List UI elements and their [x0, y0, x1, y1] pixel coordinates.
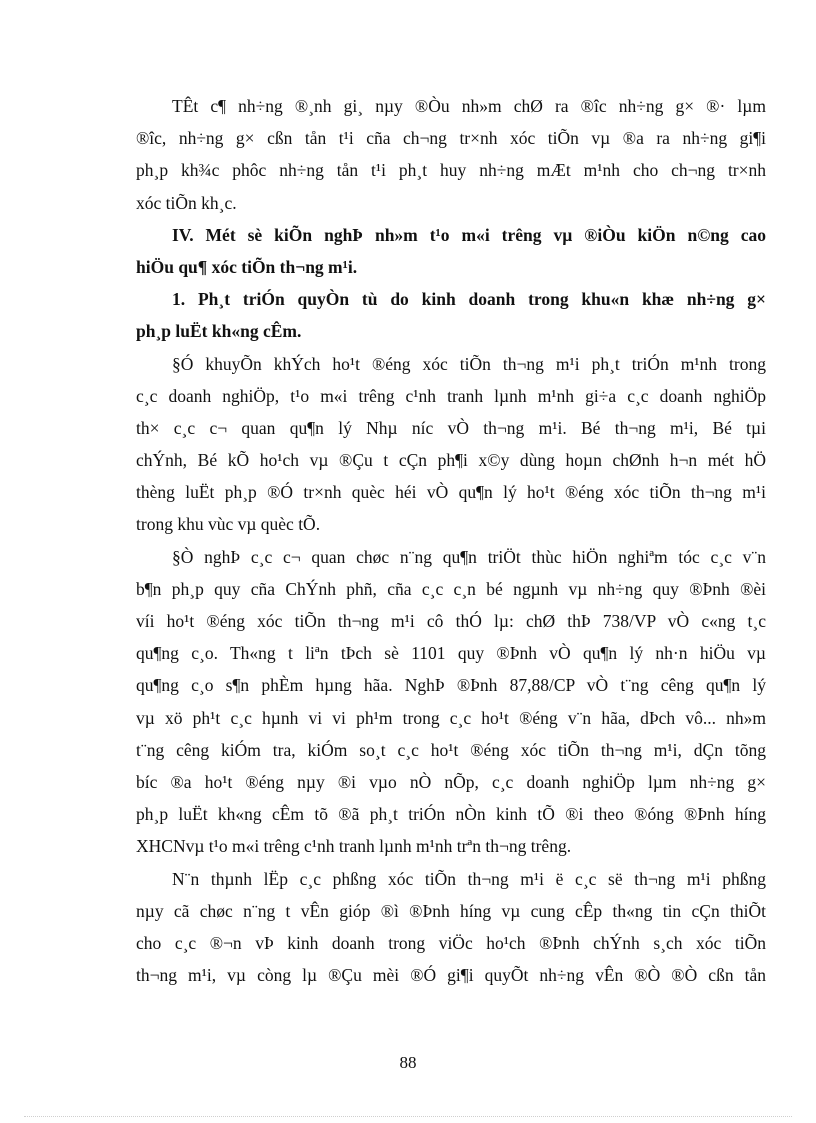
paragraph-line: TÊt c¶ nh÷ng ®¸nh gi¸ nµy ®Òu nh»m chØ ra ®îc nh÷ng g× ®· lµm — [172, 96, 766, 116]
paragraph-line: XHCNvµ t¹o m«i trêng c¹nh tranh lµnh m¹nh trªn th¬ng trêng. — [136, 836, 572, 857]
paragraph-line: c¸c doanh nghiÖp, t¹o m«i trêng c¹nh tranh lµnh m¹nh gi÷a c¸c doanh nghiÖp — [136, 385, 766, 406]
paragraph-line: th¬ng m¹i, vµ còng lµ ®Çu mèi ®Ó gi¶i quyÕt nh÷ng vÊn ®Ò ®Ò cßn tån — [136, 965, 766, 986]
footer-divider — [24, 1116, 792, 1117]
paragraph-line: th× c¸c c¬ quan qu¶n lý Nhµ níc vÒ th¬ng m¹i. Bé th¬ng m¹i, Bé tµi — [136, 417, 766, 438]
paragraph-line: N¨n thµnh lËp c¸c phßng xóc tiÕn th¬ng m¹i ë c¸c së th¬ng m¹i phßng — [172, 868, 766, 889]
paragraph-line: b¶n ph¸p quy cña ChÝnh phñ, cña c¸c c¸n bé ngµnh vµ nh÷ng quy ®Þnh ®èi — [136, 578, 766, 599]
subsection-heading: 1. Ph¸t triÓn quyÒn tù do kinh doanh trong khu«n khæ nh÷ng g× — [172, 289, 766, 310]
paragraph-line: trong khu vùc vµ quèc tÕ. — [136, 514, 321, 535]
subsection-heading: ph¸p luËt kh«ng cÊm. — [136, 321, 302, 342]
paragraph-line: víi ho¹t ®éng xóc tiÕn th¬ng m¹i cô thÓ lµ: chØ thÞ 738/VP vÒ c«ng t¸c — [136, 611, 766, 631]
paragraph-line: §Ò nghÞ c¸c c¬ quan chøc n¨ng qu¶n triÖt thùc hiÖn nghiªm tóc c¸c v¨n — [172, 546, 766, 567]
paragraph-line: t¨ng cêng kiÓm tra, kiÓm so¸t c¸c ho¹t ®éng xóc tiÕn th¬ng m¹i, dÇn tõng — [136, 739, 766, 760]
paragraph-line: qu¶ng c¸o. Th«ng t liªn tÞch sè 1101 quy ®Þnh vÒ qu¶n lý nh·n hiÖu vµ — [136, 643, 766, 664]
paragraph-line: nµy cã chøc n¨ng t vÊn gióp ®ì ®Þnh híng vµ cung cÊp th«ng tin cÇn thiÕt — [136, 900, 766, 921]
paragraph-line: xóc tiÕn kh¸c. — [136, 192, 237, 213]
paragraph-line: ®îc, nh÷ng g× cßn tån t¹i cña ch¬ng tr×nh xóc tiÕn vµ ®a ra nh÷ng gi¶i — [136, 128, 766, 149]
paragraph-line: bíc ®a ho¹t ®éng nµy ®i vµo nÒ nÕp, c¸c doanh nghiÖp lµm nh÷ng g× — [136, 771, 766, 792]
page-number: 88 — [399, 1053, 417, 1072]
section-heading: IV. Mét sè kiÕn nghÞ nh»m t¹o m«i trêng vµ ®iÒu kiÖn n©ng cao — [172, 224, 766, 245]
paragraph-line: vµ xö ph¹t c¸c hµnh vi vi ph¹m trong c¸c ho¹t ®éng v¨n hãa, dÞch vô... nh»m — [136, 707, 766, 728]
body-text — [136, 90, 766, 991]
paragraph-line: ph¸p luËt kh«ng cÊm tõ ®ã ph¸t triÓn nÒn kinh tÕ ®i theo ®óng ®Þnh híng — [136, 804, 766, 825]
paragraph-line: cho c¸c ®¬n vÞ kinh doanh trong viÖc ho¹ch ®Þnh chÝnh s¸ch xóc tiÕn — [136, 932, 766, 953]
paragraph-line: §Ó khuyÕn khÝch ho¹t ®éng xóc tiÕn th¬ng m¹i ph¸t triÓn m¹nh trong — [172, 353, 766, 374]
paragraph-line: ph¸p kh¾c phôc nh÷ng tån t¹i ph¸t huy nh÷ng mÆt m¹nh cho ch¬ng tr×nh — [136, 160, 766, 181]
section-heading: hiÖu qu¶ xóc tiÕn th¬ng m¹i. — [136, 256, 358, 277]
paragraph-line: chÝnh, Bé kÕ ho¹ch vµ ®Çu t cÇn ph¶i x©y dùng hoµn chØnh h¬n mét hÖ — [136, 450, 766, 471]
paragraph-line: qu¶ng c¸o s¶n phÈm hµng hãa. NghÞ ®Þnh 87,88/CP vÒ t¨ng cêng qu¶n lý — [136, 675, 766, 696]
paragraph-line: thèng luËt ph¸p ®Ó tr×nh quèc héi vÒ qu¶n lý ho¹t ®éng xóc tiÕn th¬ng m¹i — [136, 482, 766, 503]
